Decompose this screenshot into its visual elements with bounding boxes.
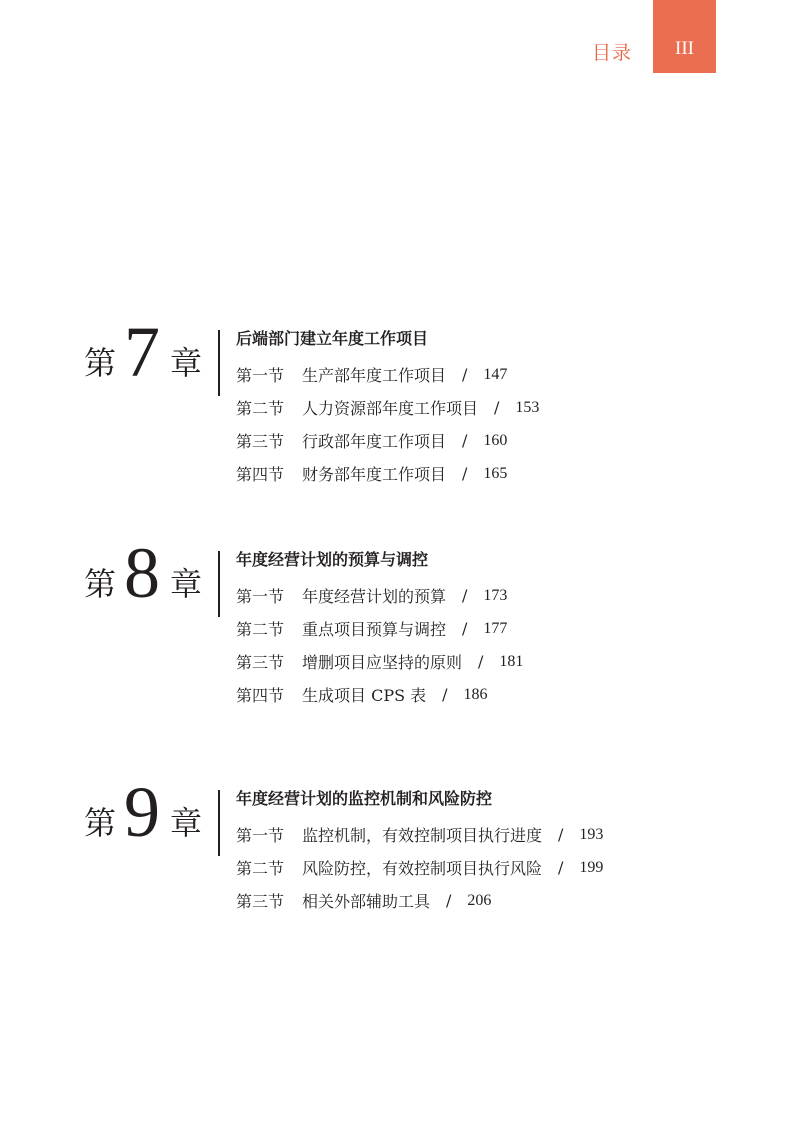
section-page: 186 xyxy=(463,685,488,703)
section-title: 生产部年度工作项目 xyxy=(302,366,447,385)
section-page: 165 xyxy=(483,464,508,482)
section-item[interactable] xyxy=(236,579,523,612)
section-label: 第一节 xyxy=(236,587,285,606)
section-page: 177 xyxy=(483,619,508,637)
section-separator: / xyxy=(558,858,564,877)
chapter-prefix: 第 xyxy=(84,565,117,603)
section-label: 第一节 xyxy=(236,366,285,385)
section-separator: / xyxy=(462,431,468,450)
section-separator: / xyxy=(558,825,564,844)
section-page: 153 xyxy=(515,398,540,416)
section-title: 行政部年度工作项目 xyxy=(302,432,447,451)
chapter-title[interactable]: 年度经营计划的预算与调控 xyxy=(236,550,429,569)
section-page: 173 xyxy=(483,586,508,604)
section-title: 风险防控，有效控制项目执行风险 xyxy=(302,859,543,878)
section-label: 第四节 xyxy=(236,465,285,484)
chapter-divider xyxy=(218,551,220,617)
section-title: 监控机制，有效控制项目执行进度 xyxy=(302,826,543,845)
section-separator: / xyxy=(462,586,468,605)
section-item[interactable] xyxy=(236,678,523,711)
section-item[interactable] xyxy=(236,818,603,851)
section-separator: / xyxy=(494,398,500,417)
section-label: 第三节 xyxy=(236,892,285,911)
section-item[interactable] xyxy=(236,612,523,645)
section-separator: / xyxy=(442,685,448,704)
chapter-number-block xyxy=(84,772,218,870)
chapter-prefix: 第 xyxy=(84,804,117,842)
running-header-title: 目录 xyxy=(592,42,633,64)
section-separator: / xyxy=(446,891,452,910)
section-title: 年度经营计划的预算 xyxy=(302,587,447,606)
section-separator: / xyxy=(462,619,468,638)
chapter-number: 9 xyxy=(124,772,160,852)
chapter-title[interactable]: 年度经营计划的监控机制和风险防控 xyxy=(236,789,493,808)
section-title: 重点项目预算与调控 xyxy=(302,620,447,639)
section-page: 147 xyxy=(483,365,508,383)
chapter-title[interactable]: 后端部门建立年度工作项目 xyxy=(236,329,429,348)
chapter-number: 7 xyxy=(124,312,160,392)
chapter-number: 8 xyxy=(124,533,160,613)
section-item[interactable] xyxy=(236,884,603,917)
section-separator: / xyxy=(462,365,468,384)
section-list xyxy=(236,358,539,490)
section-list xyxy=(236,818,603,917)
section-page: 199 xyxy=(579,858,604,876)
chapter-divider xyxy=(218,790,220,856)
section-label: 第三节 xyxy=(236,432,285,451)
section-page: 206 xyxy=(467,891,492,909)
page-number-tab xyxy=(653,0,716,73)
section-page: 193 xyxy=(579,825,604,843)
section-item[interactable] xyxy=(236,851,603,884)
section-page: 181 xyxy=(499,652,524,670)
page-number: III xyxy=(675,38,694,59)
section-label: 第二节 xyxy=(236,399,285,418)
section-label: 第二节 xyxy=(236,620,285,639)
section-label: 第一节 xyxy=(236,826,285,845)
chapter-suffix: 章 xyxy=(170,565,203,603)
section-title: 人力资源部年度工作项目 xyxy=(302,399,479,418)
section-title: 增删项目应坚持的原则 xyxy=(302,653,463,672)
section-label: 第四节 xyxy=(236,686,285,705)
section-item[interactable] xyxy=(236,391,539,424)
chapter-number-block xyxy=(84,533,218,631)
chapter-number-block xyxy=(84,312,218,410)
section-title: 相关外部辅助工具 xyxy=(302,892,431,911)
chapter-prefix: 第 xyxy=(84,344,117,382)
chapter-suffix: 章 xyxy=(170,344,203,382)
chapter-suffix: 章 xyxy=(170,804,203,842)
section-label: 第二节 xyxy=(236,859,285,878)
section-item[interactable] xyxy=(236,358,539,391)
section-item[interactable] xyxy=(236,457,539,490)
section-list xyxy=(236,579,523,711)
section-title: 生成项目 CPS 表 xyxy=(302,686,427,705)
section-label: 第三节 xyxy=(236,653,285,672)
section-title: 财务部年度工作项目 xyxy=(302,465,447,484)
section-item[interactable] xyxy=(236,645,523,678)
section-separator: / xyxy=(478,652,484,671)
section-page: 160 xyxy=(483,431,508,449)
section-separator: / xyxy=(462,464,468,483)
chapter-divider xyxy=(218,330,220,396)
section-item[interactable] xyxy=(236,424,539,457)
